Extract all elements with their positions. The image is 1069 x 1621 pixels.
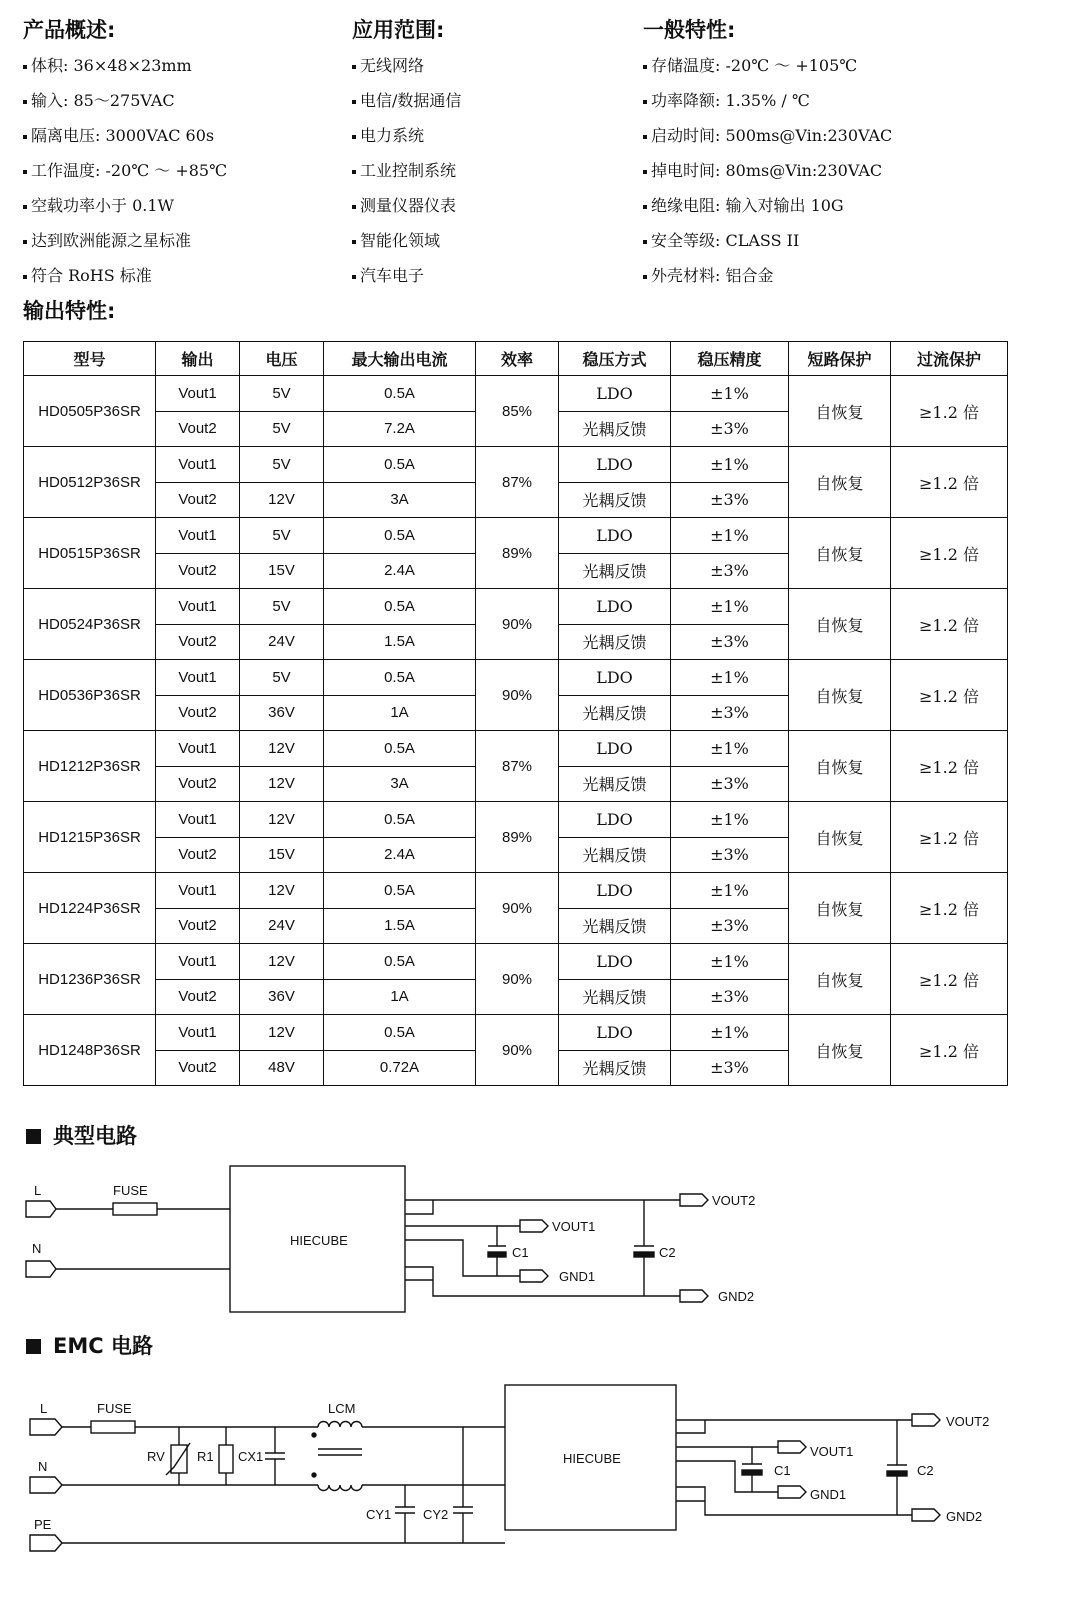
vout1-terminal xyxy=(778,1441,806,1453)
overview-title: 产品概述: xyxy=(23,18,116,42)
current-cell: 0.72A xyxy=(324,1050,476,1086)
l-terminal xyxy=(30,1419,62,1435)
applications-list xyxy=(352,48,461,293)
regulation-cell: LDO xyxy=(559,589,671,625)
typical-circuit-title-text: 典型电路 xyxy=(53,1124,137,1148)
output-name-cell: Vout2 xyxy=(156,908,240,944)
output-name-cell: Vout1 xyxy=(156,873,240,909)
overview-list xyxy=(23,48,227,293)
cx1-label: CX1 xyxy=(238,1449,264,1464)
output-name-cell: Vout1 xyxy=(156,518,240,554)
voltage-cell: 24V xyxy=(240,908,324,944)
emc-circuit-title xyxy=(26,1330,153,1360)
accuracy-cell: ±1% xyxy=(671,518,789,554)
regulation-cell: 光耦反馈 xyxy=(559,695,671,731)
general-item: 掉电时间: 80ms@Vin:230VAC xyxy=(643,153,892,188)
typical-circuit-title xyxy=(26,1120,137,1150)
output-name-cell: Vout1 xyxy=(156,802,240,838)
c2-capacitor xyxy=(634,1252,654,1257)
current-cell: 0.5A xyxy=(324,518,476,554)
overcurrent-protection-cell: ≥1.2 倍 xyxy=(891,873,1008,944)
regulation-cell: 光耦反馈 xyxy=(559,766,671,802)
short-protection-cell: 自恢复 xyxy=(789,660,891,731)
gnd2-terminal xyxy=(912,1509,940,1521)
short-protection-cell: 自恢复 xyxy=(789,589,891,660)
regulation-cell: LDO xyxy=(559,660,671,696)
efficiency-cell: 85% xyxy=(476,376,559,447)
current-cell: 1.5A xyxy=(324,624,476,660)
general-item: 绝缘电阻: 输入对输出 10G xyxy=(643,188,892,223)
table-row xyxy=(24,660,1008,696)
table-row xyxy=(24,873,1008,909)
table-row xyxy=(24,802,1008,838)
model-cell: HD1224P36SR xyxy=(24,873,156,944)
table-header-cell: 稳压精度 xyxy=(671,342,789,376)
output-name-cell: Vout2 xyxy=(156,837,240,873)
overcurrent-protection-cell: ≥1.2 倍 xyxy=(891,731,1008,802)
module-label: HIECUBE xyxy=(290,1233,348,1248)
vout2-terminal xyxy=(680,1194,708,1206)
voltage-cell: 36V xyxy=(240,979,324,1015)
output-name-cell: Vout2 xyxy=(156,766,240,802)
accuracy-cell: ±3% xyxy=(671,695,789,731)
overcurrent-protection-cell: ≥1.2 倍 xyxy=(891,660,1008,731)
voltage-cell: 12V xyxy=(240,731,324,767)
accuracy-cell: ±1% xyxy=(671,447,789,483)
current-cell: 0.5A xyxy=(324,802,476,838)
overcurrent-protection-cell: ≥1.2 倍 xyxy=(891,802,1008,873)
lcm-label: LCM xyxy=(328,1401,356,1416)
short-protection-cell: 自恢复 xyxy=(789,944,891,1015)
efficiency-cell: 90% xyxy=(476,944,559,1015)
accuracy-cell: ±1% xyxy=(671,589,789,625)
model-cell: HD0512P36SR xyxy=(24,447,156,518)
model-cell: HD1248P36SR xyxy=(24,1015,156,1086)
accuracy-cell: ±1% xyxy=(671,1015,789,1051)
voltage-cell: 5V xyxy=(240,376,324,412)
vout2-label: VOUT2 xyxy=(946,1414,990,1429)
application-item: 测量仪器仪表 xyxy=(352,188,461,223)
voltage-cell: 12V xyxy=(240,802,324,838)
regulation-cell: 光耦反馈 xyxy=(559,837,671,873)
voltage-cell: 12V xyxy=(240,873,324,909)
current-cell: 0.5A xyxy=(324,873,476,909)
current-cell: 2.4A xyxy=(324,837,476,873)
current-cell: 0.5A xyxy=(324,944,476,980)
current-cell: 0.5A xyxy=(324,1015,476,1051)
gnd2-terminal xyxy=(680,1290,708,1302)
voltage-cell: 5V xyxy=(240,411,324,447)
rv-label: RV xyxy=(147,1449,165,1464)
voltage-cell: 5V xyxy=(240,518,324,554)
table-row xyxy=(24,447,1008,483)
voltage-cell: 48V xyxy=(240,1050,324,1086)
gnd1-terminal xyxy=(520,1270,548,1282)
efficiency-cell: 87% xyxy=(476,731,559,802)
module-label: HIECUBE xyxy=(563,1451,621,1466)
voltage-cell: 12V xyxy=(240,944,324,980)
regulation-cell: LDO xyxy=(559,376,671,412)
voltage-cell: 5V xyxy=(240,447,324,483)
output-name-cell: Vout1 xyxy=(156,731,240,767)
regulation-cell: 光耦反馈 xyxy=(559,411,671,447)
output-name-cell: Vout1 xyxy=(156,660,240,696)
regulation-cell: 光耦反馈 xyxy=(559,979,671,1015)
gnd2-label: GND2 xyxy=(946,1509,983,1524)
c1-capacitor xyxy=(488,1252,506,1257)
lcm-inductor xyxy=(318,1422,362,1428)
model-cell: HD0536P36SR xyxy=(24,660,156,731)
table-row xyxy=(24,731,1008,767)
vout2-terminal xyxy=(912,1414,940,1426)
short-protection-cell: 自恢复 xyxy=(789,802,891,873)
regulation-cell: LDO xyxy=(559,1015,671,1051)
current-cell: 1A xyxy=(324,979,476,1015)
overview-item: 隔离电压: 3000VAC 60s xyxy=(23,118,227,153)
regulation-cell: 光耦反馈 xyxy=(559,1050,671,1086)
model-cell: HD1236P36SR xyxy=(24,944,156,1015)
regulation-cell: LDO xyxy=(559,518,671,554)
current-cell: 1A xyxy=(324,695,476,731)
application-item: 电信/数据通信 xyxy=(352,83,461,118)
efficiency-cell: 89% xyxy=(476,802,559,873)
model-cell: HD0524P36SR xyxy=(24,589,156,660)
cy2-label: CY2 xyxy=(423,1507,449,1522)
efficiency-cell: 87% xyxy=(476,447,559,518)
overcurrent-protection-cell: ≥1.2 倍 xyxy=(891,589,1008,660)
vout1-label: VOUT1 xyxy=(552,1219,596,1234)
model-cell: HD0515P36SR xyxy=(24,518,156,589)
current-cell: 0.5A xyxy=(324,589,476,625)
output-name-cell: Vout2 xyxy=(156,553,240,589)
efficiency-cell: 90% xyxy=(476,1015,559,1086)
model-cell: HD1215P36SR xyxy=(24,802,156,873)
output-name-cell: Vout2 xyxy=(156,1050,240,1086)
overview-item: 达到欧洲能源之星标准 xyxy=(23,223,227,258)
gnd2-label: GND2 xyxy=(718,1289,755,1304)
regulation-cell: LDO xyxy=(559,731,671,767)
table-header-cell: 电压 xyxy=(240,342,324,376)
overview-item: 空载功率小于 0.1W xyxy=(23,188,227,223)
vout1-terminal xyxy=(520,1220,548,1232)
output-name-cell: Vout2 xyxy=(156,411,240,447)
accuracy-cell: ±3% xyxy=(671,908,789,944)
current-cell: 7.2A xyxy=(324,411,476,447)
application-item: 智能化领域 xyxy=(352,223,461,258)
general-item: 存储温度: -20℃ ～ +105℃ xyxy=(643,48,892,83)
vout2-label: VOUT2 xyxy=(712,1193,756,1208)
current-cell: 0.5A xyxy=(324,660,476,696)
vout1-label: VOUT1 xyxy=(810,1444,854,1459)
overcurrent-protection-cell: ≥1.2 倍 xyxy=(891,376,1008,447)
overview-item: 符合 RoHS 标准 xyxy=(23,258,227,293)
efficiency-cell: 89% xyxy=(476,518,559,589)
model-cell: HD1212P36SR xyxy=(24,731,156,802)
accuracy-cell: ±3% xyxy=(671,1050,789,1086)
accuracy-cell: ±3% xyxy=(671,979,789,1015)
short-protection-cell: 自恢复 xyxy=(789,1015,891,1086)
output-name-cell: Vout1 xyxy=(156,376,240,412)
overview-item: 工作温度: -20℃ ～ +85℃ xyxy=(23,153,227,188)
current-cell: 0.5A xyxy=(324,731,476,767)
output-name-cell: Vout1 xyxy=(156,589,240,625)
fuse-symbol xyxy=(91,1421,135,1433)
general-item: 功率降额: 1.35% / ℃ xyxy=(643,83,892,118)
regulation-cell: LDO xyxy=(559,447,671,483)
short-protection-cell: 自恢复 xyxy=(789,731,891,802)
efficiency-cell: 90% xyxy=(476,589,559,660)
overcurrent-protection-cell: ≥1.2 倍 xyxy=(891,518,1008,589)
efficiency-cell: 90% xyxy=(476,660,559,731)
l-terminal xyxy=(26,1201,56,1217)
table-header-cell: 稳压方式 xyxy=(559,342,671,376)
table-header-row xyxy=(24,342,1008,376)
short-protection-cell: 自恢复 xyxy=(789,873,891,944)
overview-item: 体积: 36×48×23mm xyxy=(23,48,227,83)
current-cell: 2.4A xyxy=(324,553,476,589)
table-row xyxy=(24,589,1008,625)
voltage-cell: 5V xyxy=(240,660,324,696)
accuracy-cell: ±3% xyxy=(671,837,789,873)
table-header-cell: 型号 xyxy=(24,342,156,376)
model-cell: HD0505P36SR xyxy=(24,376,156,447)
cy1-label: CY1 xyxy=(366,1507,392,1522)
efficiency-cell: 90% xyxy=(476,873,559,944)
table-header-cell: 短路保护 xyxy=(789,342,891,376)
regulation-cell: 光耦反馈 xyxy=(559,624,671,660)
output-spec-table xyxy=(23,341,1008,1086)
output-name-cell: Vout2 xyxy=(156,624,240,660)
short-protection-cell: 自恢复 xyxy=(789,376,891,447)
table-header-cell: 输出 xyxy=(156,342,240,376)
short-protection-cell: 自恢复 xyxy=(789,447,891,518)
table-row xyxy=(24,1015,1008,1051)
typical-circuit-diagram xyxy=(0,1160,1069,1320)
general-list xyxy=(643,48,892,293)
table-header-cell: 效率 xyxy=(476,342,559,376)
c2-capacitor xyxy=(887,1471,907,1476)
voltage-cell: 36V xyxy=(240,695,324,731)
c1-label: C1 xyxy=(512,1245,529,1260)
n-terminal xyxy=(30,1477,62,1493)
table-header-cell: 最大输出电流 xyxy=(324,342,476,376)
voltage-cell: 15V xyxy=(240,837,324,873)
fuse-symbol xyxy=(113,1203,157,1215)
c1-capacitor xyxy=(742,1470,762,1475)
short-protection-cell: 自恢复 xyxy=(789,518,891,589)
voltage-cell: 24V xyxy=(240,624,324,660)
accuracy-cell: ±1% xyxy=(671,660,789,696)
output-name-cell: Vout2 xyxy=(156,482,240,518)
table-header-cell: 过流保护 xyxy=(891,342,1008,376)
gnd1-label: GND1 xyxy=(810,1487,847,1502)
regulation-cell: 光耦反馈 xyxy=(559,553,671,589)
output-name-cell: Vout1 xyxy=(156,1015,240,1051)
voltage-cell: 12V xyxy=(240,1015,324,1051)
output-name-cell: Vout1 xyxy=(156,447,240,483)
application-item: 电力系统 xyxy=(352,118,461,153)
accuracy-cell: ±3% xyxy=(671,411,789,447)
overcurrent-protection-cell: ≥1.2 倍 xyxy=(891,1015,1008,1086)
applications-title: 应用范围: xyxy=(352,18,445,42)
r1-label: R1 xyxy=(197,1449,214,1464)
accuracy-cell: ±1% xyxy=(671,873,789,909)
overview-item: 输入: 85～275VAC xyxy=(23,83,227,118)
c2-label: C2 xyxy=(659,1245,676,1260)
table-row xyxy=(24,518,1008,554)
regulation-cell: 光耦反馈 xyxy=(559,908,671,944)
emc-circuit-title-text: EMC 电路 xyxy=(53,1334,153,1358)
fuse-label: FUSE xyxy=(97,1401,132,1416)
table-row xyxy=(24,376,1008,412)
accuracy-cell: ±3% xyxy=(671,553,789,589)
square-bullet-icon xyxy=(26,1129,41,1144)
l-label: L xyxy=(34,1183,42,1198)
table-row xyxy=(24,944,1008,980)
emc-circuit-diagram xyxy=(0,1375,1069,1575)
current-cell: 3A xyxy=(324,766,476,802)
accuracy-cell: ±3% xyxy=(671,624,789,660)
regulation-cell: 光耦反馈 xyxy=(559,482,671,518)
current-cell: 0.5A xyxy=(324,447,476,483)
general-item: 外壳材料: 铝合金 xyxy=(643,258,892,293)
n-label: N xyxy=(32,1241,42,1256)
current-cell: 1.5A xyxy=(324,908,476,944)
output-name-cell: Vout1 xyxy=(156,944,240,980)
voltage-cell: 12V xyxy=(240,482,324,518)
accuracy-cell: ±1% xyxy=(671,731,789,767)
regulation-cell: LDO xyxy=(559,944,671,980)
regulation-cell: LDO xyxy=(559,873,671,909)
overcurrent-protection-cell: ≥1.2 倍 xyxy=(891,944,1008,1015)
accuracy-cell: ±3% xyxy=(671,766,789,802)
current-cell: 0.5A xyxy=(324,376,476,412)
voltage-cell: 12V xyxy=(240,766,324,802)
c2-label: C2 xyxy=(917,1463,934,1478)
n-label: N xyxy=(38,1459,48,1474)
gnd1-terminal xyxy=(778,1486,806,1498)
regulation-cell: LDO xyxy=(559,802,671,838)
output-name-cell: Vout2 xyxy=(156,695,240,731)
application-item: 工业控制系统 xyxy=(352,153,461,188)
accuracy-cell: ±1% xyxy=(671,376,789,412)
square-bullet-icon xyxy=(26,1339,41,1354)
gnd1-label: GND1 xyxy=(559,1269,596,1284)
current-cell: 3A xyxy=(324,482,476,518)
output-title: 输出特性: xyxy=(23,299,116,323)
general-item: 安全等级: CLASS II xyxy=(643,223,892,258)
c1-label: C1 xyxy=(774,1463,791,1478)
accuracy-cell: ±1% xyxy=(671,944,789,980)
application-item: 无线网络 xyxy=(352,48,461,83)
r1-resistor xyxy=(219,1445,233,1473)
fuse-label: FUSE xyxy=(113,1183,148,1198)
voltage-cell: 15V xyxy=(240,553,324,589)
overcurrent-protection-cell: ≥1.2 倍 xyxy=(891,447,1008,518)
accuracy-cell: ±3% xyxy=(671,482,789,518)
accuracy-cell: ±1% xyxy=(671,802,789,838)
pe-label: PE xyxy=(34,1517,52,1532)
application-item: 汽车电子 xyxy=(352,258,461,293)
voltage-cell: 5V xyxy=(240,589,324,625)
pe-terminal xyxy=(30,1535,62,1551)
output-name-cell: Vout2 xyxy=(156,979,240,1015)
n-terminal xyxy=(26,1261,56,1277)
general-item: 启动时间: 500ms@Vin:230VAC xyxy=(643,118,892,153)
general-title: 一般特性: xyxy=(643,18,736,42)
l-label: L xyxy=(40,1401,48,1416)
